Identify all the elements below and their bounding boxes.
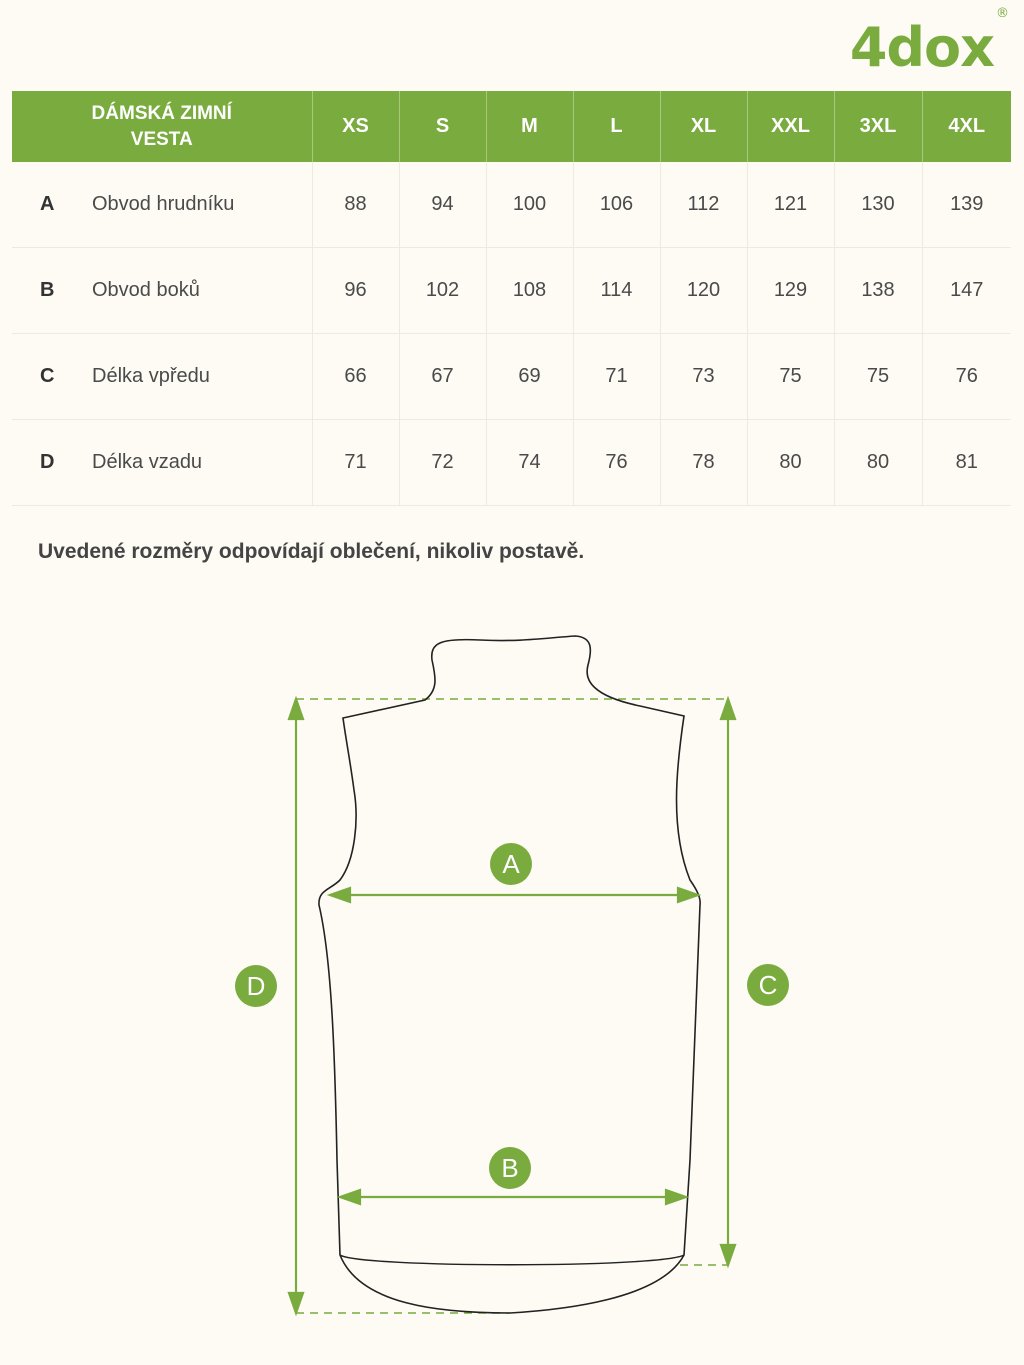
badge-a-label: A xyxy=(502,849,520,879)
badge-d xyxy=(235,965,277,1007)
badge-c-label: C xyxy=(758,970,778,1000)
table-cell: 75 xyxy=(834,334,922,420)
badge-c xyxy=(747,964,789,1006)
vest-hem-line xyxy=(340,1255,684,1265)
badge-b xyxy=(489,1147,531,1189)
table-cell: 106 xyxy=(573,162,660,248)
table-cell: 96 xyxy=(312,248,399,334)
vest-diagram xyxy=(0,600,1024,1340)
table-row xyxy=(12,334,1011,420)
table-title xyxy=(12,91,312,162)
size-header: XS xyxy=(312,91,399,162)
table-row xyxy=(12,248,1011,334)
size-header: XL xyxy=(660,91,747,162)
row-name: Délka vpředu xyxy=(92,365,210,387)
table-cell: 75 xyxy=(747,334,834,420)
size-header: XXL xyxy=(747,91,834,162)
vest-outline xyxy=(319,636,700,1313)
table-cell: 114 xyxy=(573,248,660,334)
size-table xyxy=(12,91,1011,506)
table-cell: 71 xyxy=(573,334,660,420)
table-title-line2: VESTA xyxy=(130,128,193,150)
badge-a xyxy=(490,843,532,885)
row-label xyxy=(12,420,312,506)
size-header: M xyxy=(486,91,573,162)
c-arrow-bottom xyxy=(721,1245,735,1265)
header-row xyxy=(12,91,1011,162)
size-header: 4XL xyxy=(922,91,1011,162)
table-cell: 147 xyxy=(922,248,1011,334)
table-cell: 67 xyxy=(399,334,486,420)
table-cell: 112 xyxy=(660,162,747,248)
table-cell: 100 xyxy=(486,162,573,248)
b-arrow-left xyxy=(340,1190,360,1204)
d-arrow-bottom xyxy=(289,1293,303,1313)
a-arrow-right xyxy=(678,888,698,902)
b-arrow-right xyxy=(666,1190,686,1204)
table-cell: 129 xyxy=(747,248,834,334)
badge-d-label: D xyxy=(246,971,266,1001)
table-cell: 73 xyxy=(660,334,747,420)
row-label xyxy=(12,334,312,420)
table-cell: 138 xyxy=(834,248,922,334)
registered-mark: ® xyxy=(996,6,1008,21)
table-cell: 66 xyxy=(312,334,399,420)
c-arrow-top xyxy=(721,699,735,719)
table-title-line1: DÁMSKÁ ZIMNÍ xyxy=(91,102,232,124)
row-name: Obvod boků xyxy=(92,279,200,301)
table-cell: 121 xyxy=(747,162,834,248)
table-cell: 76 xyxy=(573,420,660,506)
a-arrow-left xyxy=(330,888,350,902)
row-name: Obvod hrudníku xyxy=(92,193,235,215)
table-cell: 69 xyxy=(486,334,573,420)
table-row xyxy=(12,162,1011,248)
table-cell: 88 xyxy=(312,162,399,248)
table-row xyxy=(12,420,1011,506)
row-letter: A xyxy=(40,193,55,215)
badge-b-label: B xyxy=(501,1153,519,1183)
table-cell: 139 xyxy=(922,162,1011,248)
row-name: Délka vzadu xyxy=(92,451,203,473)
table-cell: 130 xyxy=(834,162,922,248)
table-cell: 80 xyxy=(834,420,922,506)
row-label xyxy=(12,248,312,334)
row-letter: C xyxy=(40,365,55,387)
table-cell: 71 xyxy=(312,420,399,506)
row-letter: B xyxy=(40,279,55,301)
size-note: Uvedené rozměry odpovídají oblečení, nikoliv postavě. xyxy=(38,540,585,563)
size-header: L xyxy=(573,91,660,162)
table-cell: 76 xyxy=(922,334,1011,420)
brand-logo xyxy=(849,6,1008,79)
brand-name: 4dox xyxy=(849,16,994,79)
table-cell: 102 xyxy=(399,248,486,334)
table-cell: 94 xyxy=(399,162,486,248)
table-cell: 81 xyxy=(922,420,1011,506)
row-label xyxy=(12,162,312,248)
table-cell: 108 xyxy=(486,248,573,334)
table-cell: 120 xyxy=(660,248,747,334)
table-cell: 74 xyxy=(486,420,573,506)
row-letter: D xyxy=(40,451,55,473)
d-arrow-top xyxy=(289,699,303,719)
table-cell: 80 xyxy=(747,420,834,506)
size-header: S xyxy=(399,91,486,162)
table-cell: 72 xyxy=(399,420,486,506)
table-cell: 78 xyxy=(660,420,747,506)
size-header: 3XL xyxy=(834,91,922,162)
